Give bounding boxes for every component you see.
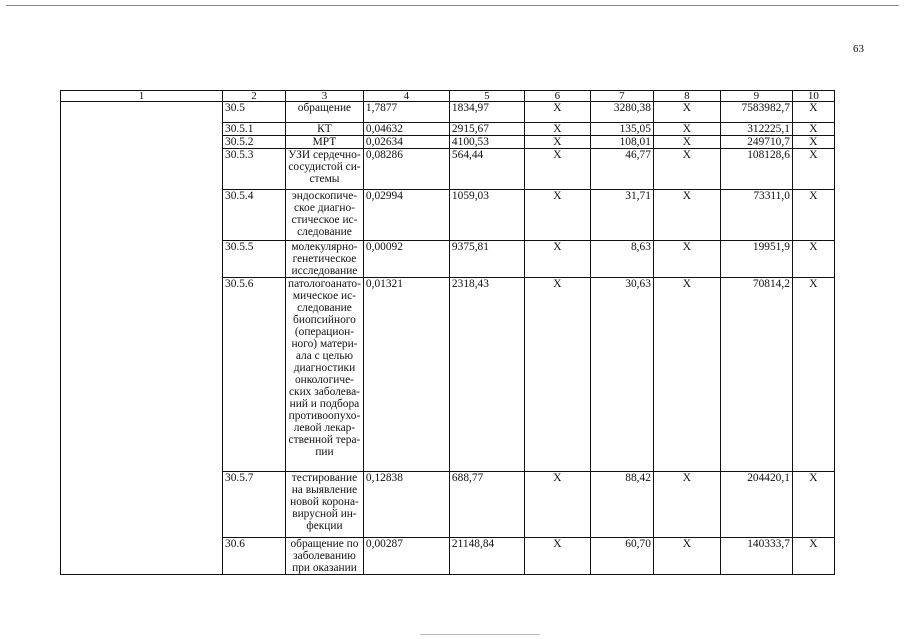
row-value-cell: 249710,7 xyxy=(720,136,792,149)
header-cell: 1 xyxy=(61,91,223,102)
row-value-cell: 60,70 xyxy=(590,538,653,575)
row-value-cell: X xyxy=(524,472,590,538)
top-rule xyxy=(6,5,899,6)
row-value-cell: 70814,2 xyxy=(720,278,792,472)
row-value-cell: 1834,97 xyxy=(449,102,524,123)
row-code-cell: 30.5.5 xyxy=(223,241,286,278)
header-cell: 7 xyxy=(590,91,653,102)
row-value-cell: 1,7877 xyxy=(363,102,449,123)
row-value-cell: X xyxy=(524,149,590,190)
row-name-cell: МРТ xyxy=(286,136,364,149)
row-code-cell: 30.5.4 xyxy=(223,190,286,241)
row-value-cell: 21148,84 xyxy=(449,538,524,575)
row-value-cell: X xyxy=(653,538,720,575)
row-value-cell: X xyxy=(524,136,590,149)
header-cell: 3 xyxy=(286,91,364,102)
row-value-cell: X xyxy=(653,472,720,538)
row-value-cell: 564,44 xyxy=(449,149,524,190)
row-value-cell: 0,04632 xyxy=(363,123,449,136)
row-value-cell: X xyxy=(792,149,834,190)
page-number: 63 xyxy=(853,43,864,55)
row-name-cell: КТ xyxy=(286,123,364,136)
row-name-cell: УЗИ сердечно-сосудистой си-стемы xyxy=(286,149,364,190)
row-value-cell: 8,63 xyxy=(590,241,653,278)
row-value-cell: 19951,9 xyxy=(720,241,792,278)
header-cell: 8 xyxy=(653,91,720,102)
header-row xyxy=(61,91,835,102)
row-value-cell: 3280,38 xyxy=(590,102,653,123)
row-value-cell: X xyxy=(524,190,590,241)
row-value-cell: X xyxy=(524,278,590,472)
header-cell: 2 xyxy=(223,91,286,102)
row-value-cell: X xyxy=(792,472,834,538)
tariff-table xyxy=(60,90,835,575)
row-value-cell: X xyxy=(792,136,834,149)
row-value-cell: 4100,53 xyxy=(449,136,524,149)
row-value-cell: 88,42 xyxy=(590,472,653,538)
row-value-cell: 0,02994 xyxy=(363,190,449,241)
row-value-cell: X xyxy=(653,123,720,136)
row-name-cell: обращение xyxy=(286,102,364,123)
table-row xyxy=(61,102,835,123)
row-value-cell: X xyxy=(653,149,720,190)
row-value-cell: 2915,67 xyxy=(449,123,524,136)
row-value-cell: 688,77 xyxy=(449,472,524,538)
row-value-cell: 31,71 xyxy=(590,190,653,241)
row-code-cell: 30.5.1 xyxy=(223,123,286,136)
row-value-cell: X xyxy=(792,538,834,575)
row-value-cell: 0,02634 xyxy=(363,136,449,149)
row-value-cell: X xyxy=(792,241,834,278)
row-value-cell: 30,63 xyxy=(590,278,653,472)
row-value-cell: X xyxy=(653,278,720,472)
row-value-cell: 46,77 xyxy=(590,149,653,190)
row-value-cell: X xyxy=(653,102,720,123)
row-code-cell: 30.5 xyxy=(223,102,286,123)
row-value-cell: 2318,43 xyxy=(449,278,524,472)
row-value-cell: X xyxy=(524,123,590,136)
row-code-cell: 30.5.6 xyxy=(223,278,286,472)
row-value-cell: X xyxy=(792,190,834,241)
row-value-cell: X xyxy=(792,123,834,136)
merged-first-column-cell xyxy=(61,102,223,575)
row-value-cell: X xyxy=(524,241,590,278)
row-value-cell: 0,00092 xyxy=(363,241,449,278)
bottom-rule xyxy=(420,634,540,635)
row-value-cell: 204420,1 xyxy=(720,472,792,538)
row-value-cell: X xyxy=(653,241,720,278)
row-value-cell: 0,01321 xyxy=(363,278,449,472)
header-cell: 9 xyxy=(720,91,792,102)
row-value-cell: 1059,03 xyxy=(449,190,524,241)
row-value-cell: 108,01 xyxy=(590,136,653,149)
row-value-cell: 0,12838 xyxy=(363,472,449,538)
row-code-cell: 30.5.3 xyxy=(223,149,286,190)
header-cell: 4 xyxy=(363,91,449,102)
row-code-cell: 30.6 xyxy=(223,538,286,575)
row-value-cell: 0,00287 xyxy=(363,538,449,575)
row-value-cell: 140333,7 xyxy=(720,538,792,575)
row-name-cell: патологоанато-мическое ис-следование биопсийного (операцион-ного) матери-ала с целью диагностики онкологиче-ских заболева-ний и подбора противоопухо-левой лекар-ственной тера-пии xyxy=(286,278,364,472)
row-value-cell: X xyxy=(524,538,590,575)
row-value-cell: 135,05 xyxy=(590,123,653,136)
row-value-cell: 7583982,7 xyxy=(720,102,792,123)
row-name-cell: молекулярно-генетическое исследование xyxy=(286,241,364,278)
row-value-cell: 108128,6 xyxy=(720,149,792,190)
row-value-cell: 312225,1 xyxy=(720,123,792,136)
row-code-cell: 30.5.2 xyxy=(223,136,286,149)
header-cell: 6 xyxy=(524,91,590,102)
row-value-cell: 0,08286 xyxy=(363,149,449,190)
row-value-cell: 73311,0 xyxy=(720,190,792,241)
row-name-cell: эндоскопиче-ское диагно-стическое ис-следование xyxy=(286,190,364,241)
row-value-cell: 9375,81 xyxy=(449,241,524,278)
row-name-cell: обращение по заболеванию при оказании xyxy=(286,538,364,575)
row-value-cell: X xyxy=(653,190,720,241)
header-cell: 5 xyxy=(449,91,524,102)
row-value-cell: X xyxy=(792,102,834,123)
header-cell: 10 xyxy=(792,91,834,102)
row-code-cell: 30.5.7 xyxy=(223,472,286,538)
row-value-cell: X xyxy=(653,136,720,149)
row-name-cell: тестирование на выявление новой корона-вирусной ин-фекции xyxy=(286,472,364,538)
row-value-cell: X xyxy=(792,278,834,472)
row-value-cell: X xyxy=(524,102,590,123)
